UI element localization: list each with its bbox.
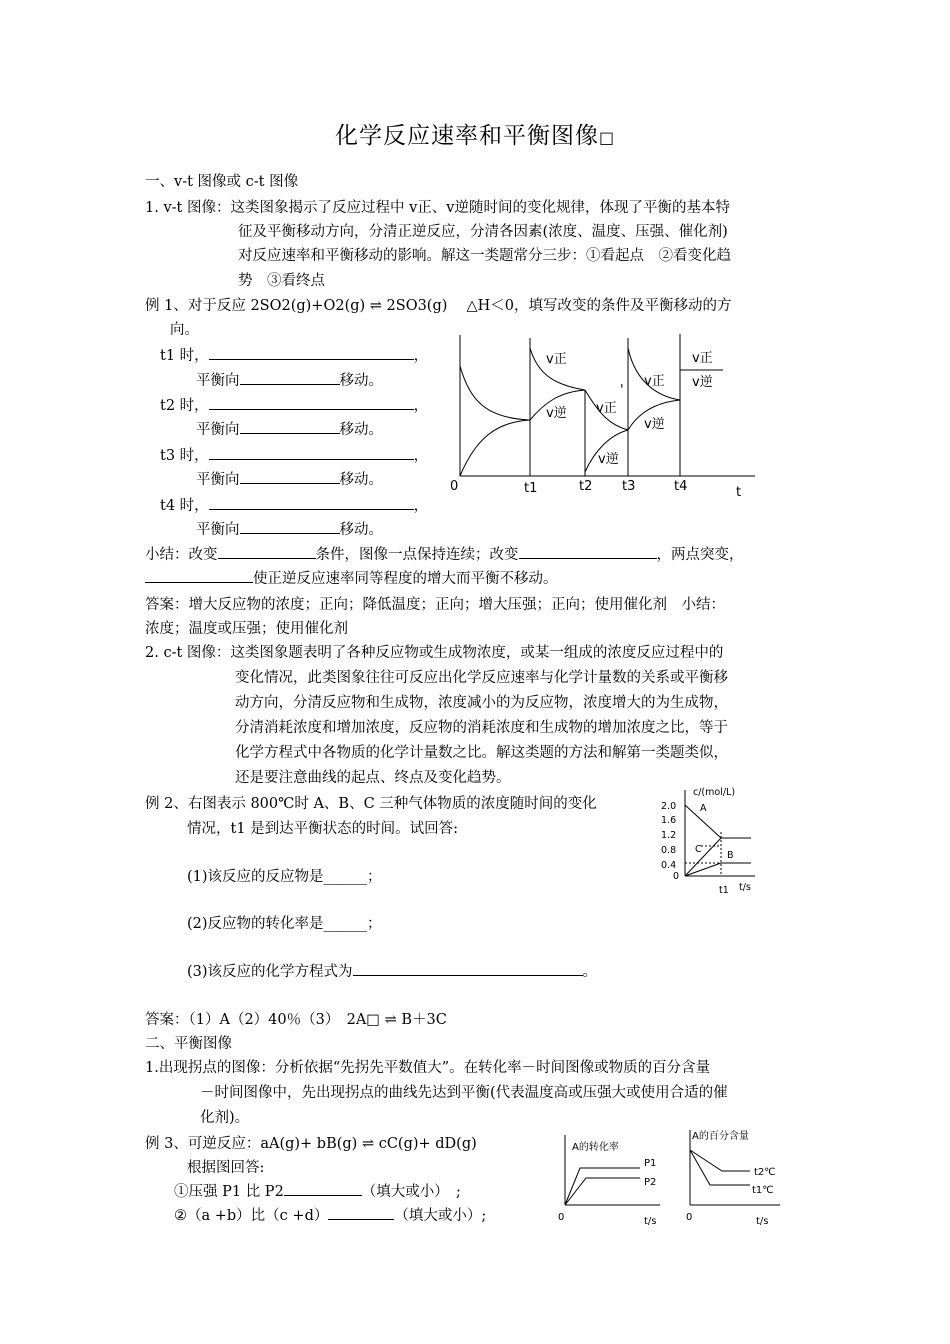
vt-label-seg2-reverse: v逆 xyxy=(598,452,619,467)
vt-axis-t-label: t xyxy=(736,485,742,500)
p2-line-6: 还是要注意曲线的起点、终点及变化趋势。 xyxy=(235,770,511,786)
ct-ytick-08: 0.8 xyxy=(661,845,677,856)
page-title xyxy=(0,117,950,150)
t1-label: t1 时， xyxy=(160,348,209,364)
t4-move-blank[interactable] xyxy=(240,519,340,534)
t4-move-prefix: 平衡向 xyxy=(196,522,240,538)
vt-t4-label: t4 xyxy=(674,479,688,494)
conv-curve-p2 xyxy=(565,1178,640,1205)
ct-curve-b xyxy=(685,863,721,876)
summary-part-c: ，两点突变， xyxy=(656,547,744,563)
section1-heading: 一、v-t 图像或 c-t 图像 xyxy=(145,174,299,190)
example3-question-1 xyxy=(174,1180,461,1201)
conv-ylabel: A的转化率 xyxy=(572,1142,619,1153)
t3-label: t3 时， xyxy=(160,448,209,464)
t2-condition-row xyxy=(160,394,428,415)
vt-label-seg1-forward: v正 xyxy=(546,352,567,367)
summary-part-a: 小结：改变 xyxy=(145,547,218,563)
pct-ylabel: A的百分含量 xyxy=(692,1131,749,1142)
p2-line-3: 动方向，分清反应物和生成物，浓度减小的为反应物，浓度增大的为生成物， xyxy=(235,695,728,711)
t2-move-row xyxy=(196,418,383,439)
vt-label-seg3-forward: v正 xyxy=(644,374,665,389)
ct-xlabel-t1: t1 xyxy=(719,885,729,896)
t2-condition-blank[interactable] xyxy=(209,395,414,410)
summary-blank-2[interactable] xyxy=(519,544,657,559)
summary-line-2 xyxy=(145,567,558,588)
example2-line-2: 情况，t1 是到达平衡状态的时间。试回答: xyxy=(187,821,459,837)
example2-q3-suffix: 。 xyxy=(582,964,598,980)
example3-q1-prefix: ①压强 P1 比 P2 xyxy=(174,1184,284,1200)
seg0-v-reverse xyxy=(460,420,530,476)
example3-q1-blank[interactable] xyxy=(284,1181,362,1196)
p2-line-2: 变化情况，此类图象往往可反应出化学反应速率与化学计量数的关系或平衡移 xyxy=(235,670,728,686)
answer2: 答案：（1）A（2）40％（3） 2A□ ⇌ B＋3C xyxy=(145,1012,447,1028)
ct-ytick-04: 0.4 xyxy=(661,860,677,871)
t4-move-row xyxy=(196,518,383,539)
t3-move-prefix: 平衡向 xyxy=(196,472,240,488)
t2-move-suffix: 移动。 xyxy=(339,422,383,438)
example2-question-3 xyxy=(187,960,597,981)
t3-condition-row xyxy=(160,444,428,465)
pct-xlabel: t/s xyxy=(756,1216,769,1227)
vt-label-seg3-reverse: v逆 xyxy=(644,417,665,432)
ct-curve-c xyxy=(685,838,721,876)
conv-legend-p1: P1 xyxy=(644,1158,657,1169)
t3-comma: ， xyxy=(413,448,429,464)
pct-legend-t1: t1℃ xyxy=(752,1185,774,1196)
t2-label: t2 时， xyxy=(160,398,209,414)
t1-comma: ， xyxy=(413,348,429,364)
ct-label-c: C xyxy=(695,844,702,855)
p1-line-4: 势 ③看终点 xyxy=(238,273,325,289)
summary-part-d: 使正逆反应速率同等程度的增大而平衡不移动。 xyxy=(253,571,558,587)
t1-move-blank[interactable] xyxy=(240,370,340,385)
t2-move-prefix: 平衡向 xyxy=(196,422,240,438)
example3-q1-suffix: （填大或小） ; xyxy=(361,1184,461,1200)
vt-label-seg2-forward: v正 xyxy=(596,401,617,416)
ct-ylabel: c/(mol/L) xyxy=(693,787,736,798)
conv-xlabel: t/s xyxy=(644,1216,657,1227)
ct-ytick-12: 1.2 xyxy=(661,830,677,841)
ct-xlabel-ts: t/s xyxy=(739,882,751,893)
t3-move-blank[interactable] xyxy=(240,469,340,484)
ct-ytick-20: 2.0 xyxy=(661,801,677,812)
summary-blank-1[interactable] xyxy=(218,544,316,559)
title-glyph: □ xyxy=(598,128,616,147)
t1-move-prefix: 平衡向 xyxy=(196,373,240,389)
example3-line-1: 例 3、可逆反应：aA(g)+ bB(g) ⇌ cC(g)+ dD(g) xyxy=(145,1136,477,1152)
p2-line-1: 2. c-t 图像：这类图象题表明了各种反应物或生成物浓度，或某一组成的浓度反应过程中的 xyxy=(145,645,724,661)
p2-line-4: 分清消耗浓度和增加浓度，反应物的消耗浓度和生成物的增加浓度之比，等于 xyxy=(235,720,728,736)
vt-t2-label: t2 xyxy=(579,479,593,494)
pct-legend-t2: t2℃ xyxy=(754,1167,776,1178)
summary-line-1 xyxy=(145,543,744,564)
example2-question-1: (1)该反应的反应物是______； xyxy=(187,869,382,885)
p1-line-2: 征及平衡移动方向，分清正逆反应，分清各因素(浓度、温度、压强、催化剂) xyxy=(238,224,728,240)
vt-stray-mark: ' xyxy=(620,383,624,398)
p1-line-1: 1. v-t 图像：这类图象揭示了反应过程中 v正、v逆随时间的变化规律，体现了平衡的基本特 xyxy=(145,200,730,216)
s2-p1-line-3: 化剂)。 xyxy=(200,1110,250,1126)
vt-label-seg4-reverse: v逆 xyxy=(692,375,713,390)
p1-line-3: 对反应速率和平衡移动的影响。解这一类题常分三步：①看起点 ②看变化趋 xyxy=(238,248,731,264)
t4-label: t4 时， xyxy=(160,498,209,514)
vt-origin: 0 xyxy=(450,479,459,494)
t3-move-suffix: 移动。 xyxy=(339,472,383,488)
ct-graph xyxy=(655,782,775,900)
conv-origin: 0 xyxy=(558,1212,565,1223)
example2-q3-blank[interactable] xyxy=(353,961,583,976)
pct-origin: 0 xyxy=(686,1212,693,1223)
example3-question-2 xyxy=(174,1204,486,1225)
ct-label-a: A xyxy=(700,803,707,814)
vt-graph xyxy=(440,330,770,502)
answer1-line-2: 浓度；温度或压强；使用催化剂 xyxy=(145,621,348,637)
vt-t1-label: t1 xyxy=(524,481,538,496)
conv-curve-p1 xyxy=(565,1168,640,1205)
conversion-graph xyxy=(550,1130,675,1230)
example1-line-2: 向。 xyxy=(170,322,199,338)
conv-legend-p2: P2 xyxy=(644,1177,657,1188)
example2-question-2: (2)反应物的转化率是______； xyxy=(187,916,382,932)
t4-comma: ， xyxy=(413,498,429,514)
pct-curve-t2 xyxy=(690,1150,750,1171)
t3-move-row xyxy=(196,468,383,489)
ct-label-b: B xyxy=(727,850,734,861)
title-text: 化学反应速率和平衡图像 xyxy=(334,123,599,149)
example2-q3-prefix: (3)该反应的化学方程式为 xyxy=(187,964,353,980)
answer1-line-1: 答案：增大反应物的浓度；正向；降低温度；正向；增大压强；正向；使用催化剂 小结： xyxy=(145,597,725,613)
t1-move-row xyxy=(196,369,383,390)
summary-part-b: 条件，图像一点保持连续；改变 xyxy=(315,547,519,563)
t4-move-suffix: 移动。 xyxy=(339,522,383,538)
summary-blank-3[interactable] xyxy=(145,568,253,583)
p2-line-5: 化学方程式中各物质的化学计量数之比。解这类题的方法和解第一类题类似， xyxy=(235,745,728,761)
ct-ytick-16: 1.6 xyxy=(661,815,677,826)
s2-p1-line-1: 1.出现拐点的图像：分析依据“先拐先平数值大”。在转化率－时间图像或物质的百分含量 xyxy=(145,1060,711,1076)
example3-q2-blank[interactable] xyxy=(328,1205,394,1220)
section2-heading: 二、平衡图像 xyxy=(145,1036,232,1052)
t1-condition-row xyxy=(160,344,428,365)
vt-t3-label: t3 xyxy=(622,479,636,494)
example3-q2-suffix: （填大或小）; xyxy=(394,1208,487,1224)
t1-move-suffix: 移动。 xyxy=(339,373,383,389)
example3-q2-prefix: ②（a +b）比（c +d） xyxy=(174,1208,329,1224)
t1-condition-blank[interactable] xyxy=(209,345,414,360)
s2-p1-line-2: －时间图像中，先出现拐点的曲线先达到平衡(代表温度高或压强大或使用合适的催 xyxy=(200,1085,728,1101)
t4-condition-row xyxy=(160,494,428,515)
ct-ytick-0: 0 xyxy=(673,871,680,882)
example3-line-2: 根据图回答: xyxy=(187,1160,265,1176)
vt-label-seg1-reverse: v逆 xyxy=(546,406,567,421)
percentage-graph xyxy=(680,1125,795,1230)
example1-line-1: 例 1、对于反应 2SO2(g)+O2(g) ⇌ 2SO3(g) △H＜0，填写改变的条件及平衡移动的方 xyxy=(145,298,732,314)
seg0-v-forward xyxy=(460,366,530,420)
t2-move-blank[interactable] xyxy=(240,419,340,434)
vt-label-seg4-forward: v正 xyxy=(692,351,713,366)
t2-comma: ， xyxy=(413,398,429,414)
example2-line-1: 例 2、右图表示 800℃时 A、B、C 三种气体物质的浓度随时间的变化 xyxy=(145,796,597,812)
t4-condition-blank[interactable] xyxy=(209,495,414,510)
pct-curve-t1 xyxy=(690,1150,750,1185)
t3-condition-blank[interactable] xyxy=(209,445,414,460)
